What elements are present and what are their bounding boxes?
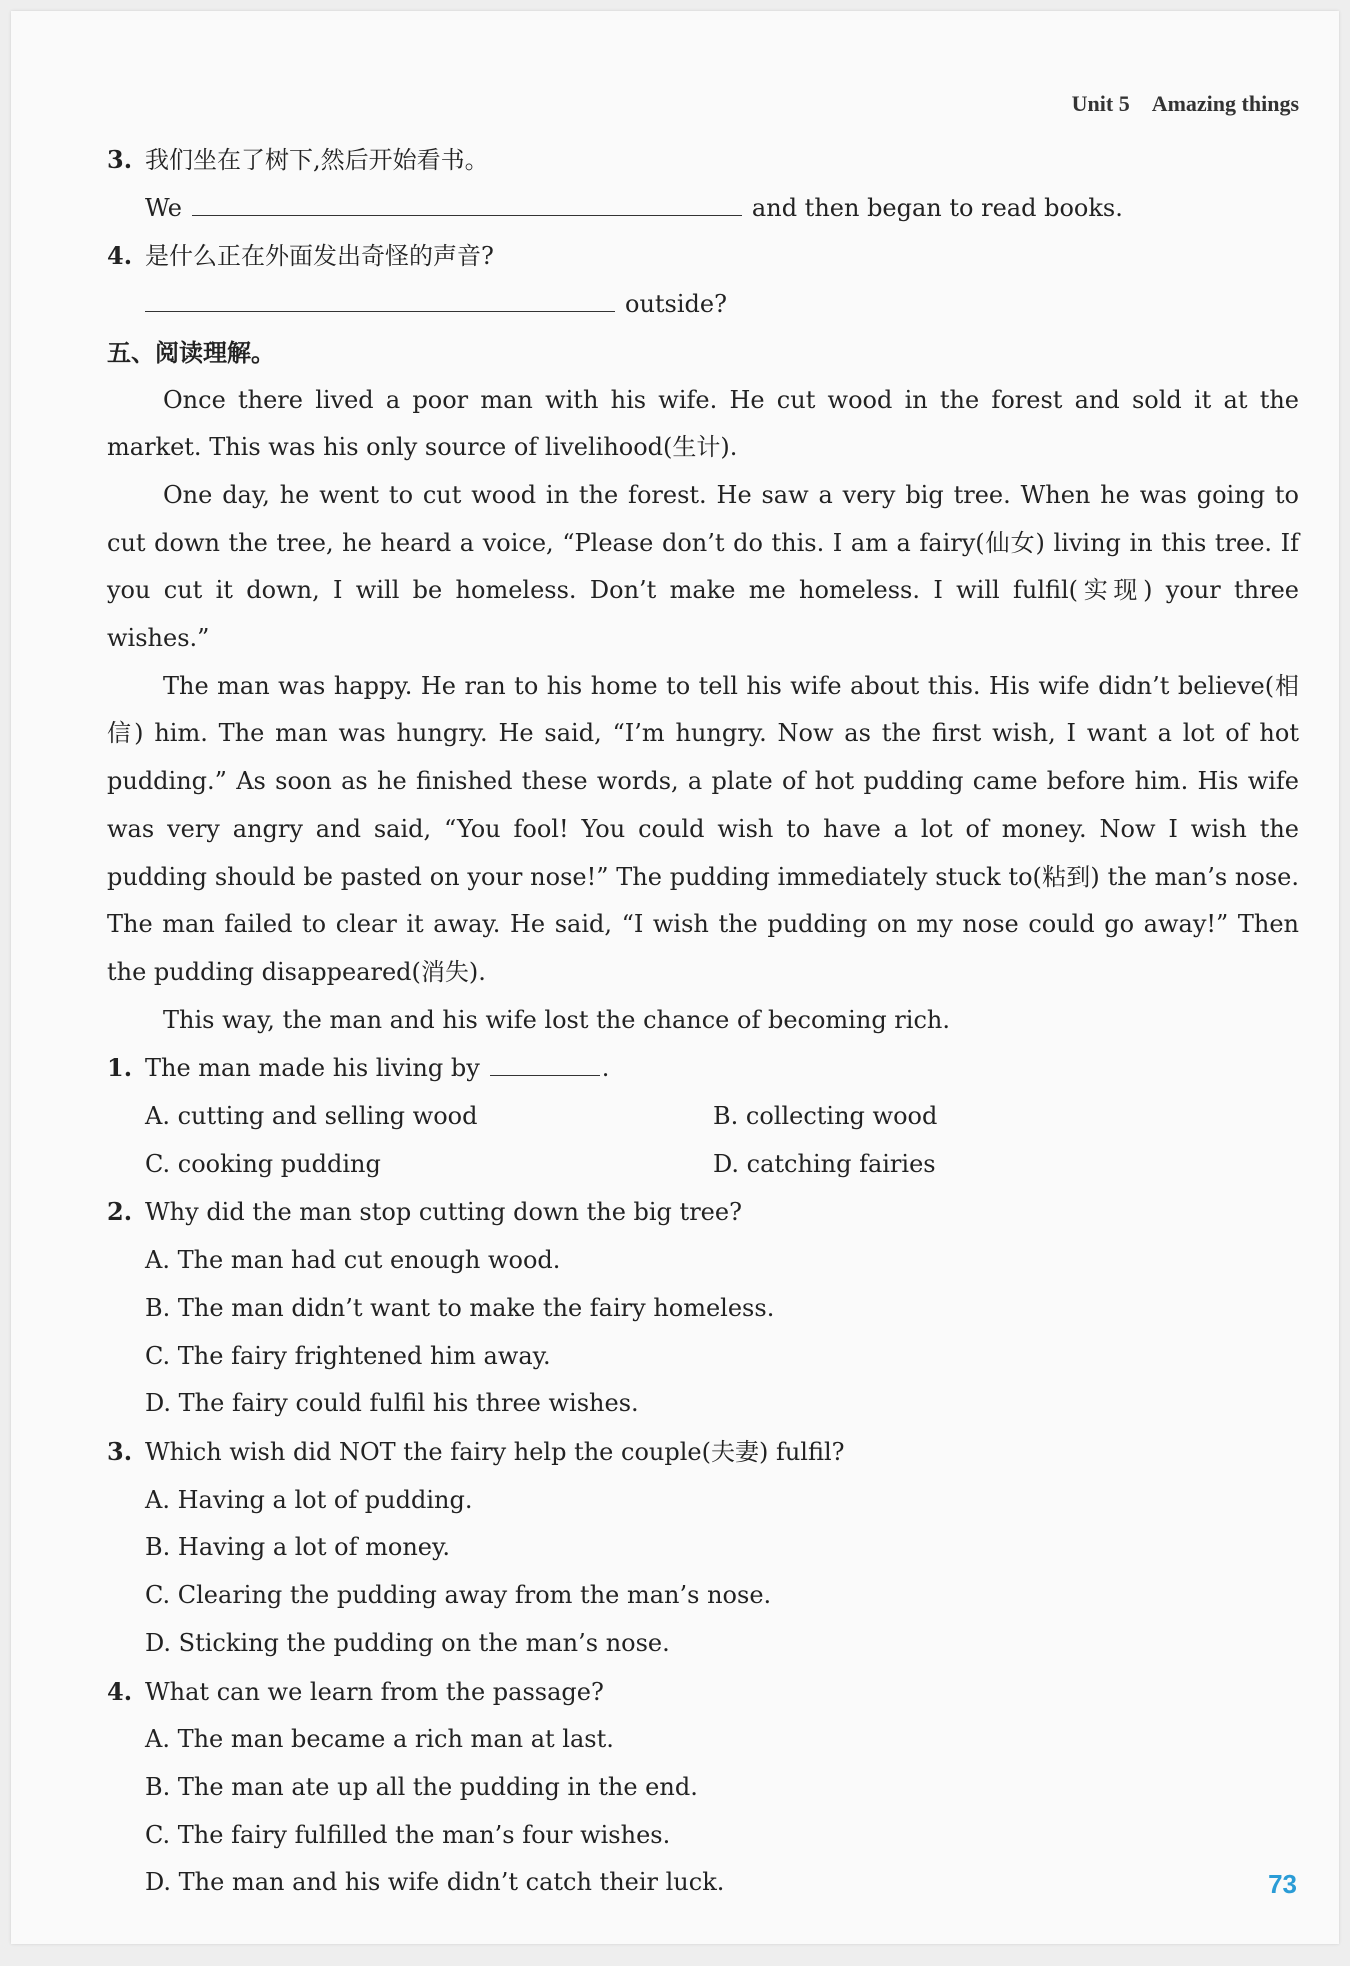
passage-paragraph-4: This way, the man and his wife lost the chance of becoming rich. <box>163 1005 950 1034</box>
question-stem: Which wish did NOT the fairy help the couple(夫妻) fulfil? <box>145 1437 845 1466</box>
passage-paragraph-3: The man was happy. He ran to his home to tell his wife about this. His wife didn’t believe(相信) him. The man was hungry. He said, “I’m hungry. Now as the first wish, I want a lot of hot pudding.” As soon as he finished these words, a plate of hot pudding came before him. His wife was very angry and said, “You fool! You could wish to have a lot of money. Now I wish the pudding should be pasted on your nose!” The pudding immediately stuck to(粘到) the man’s nose. The man failed to clear it away. He said, “I wish the pudding on my nose could go away!” Then the pudding disappeared(消失). <box>107 671 1299 986</box>
question-4 <box>107 1668 1299 1717</box>
page-number: 73 <box>1268 1869 1297 1899</box>
option-b[interactable]: B. Having a lot of money. <box>145 1533 450 1562</box>
option-d[interactable]: D. Sticking the pudding on the man’s nose. <box>145 1628 670 1657</box>
chinese-sentence: 我们坐在了树下,然后开始看书。 <box>145 146 489 174</box>
answer-blank[interactable] <box>145 281 615 312</box>
question-stem: The man made his living by <box>145 1054 480 1083</box>
option-d[interactable]: D. catching fairies <box>713 1149 936 1178</box>
unit-title: Amazing things <box>1151 91 1299 116</box>
translation-item-4 <box>107 232 1299 281</box>
unit-label: Unit 5 <box>1071 91 1130 116</box>
option-d[interactable]: D. The man and his wife didn’t catch their luck. <box>145 1868 725 1897</box>
passage-paragraph-1: Once there lived a poor man with his wife. He cut wood in the forest and sold it at the market. This was his only source of livelihood(生计). <box>107 385 1299 462</box>
option-a[interactable]: A. The man had cut enough wood. <box>145 1246 561 1275</box>
running-header <box>1072 91 1299 117</box>
answer-blank[interactable] <box>490 1045 600 1076</box>
option-c[interactable]: C. cooking pudding <box>145 1149 381 1178</box>
translation-answer-line-3 <box>107 185 1299 233</box>
option-a[interactable]: A. Having a lot of pudding. <box>145 1485 473 1514</box>
option-d[interactable]: D. The fairy could fulfil his three wishes. <box>145 1389 639 1418</box>
question-number: 3. <box>107 1436 133 1466</box>
translation-item-3 <box>107 136 1299 185</box>
page-body <box>107 136 1299 1907</box>
option-a[interactable]: A. cutting and selling wood <box>145 1102 478 1131</box>
question-1 <box>107 1044 1299 1093</box>
question-number: 1. <box>107 1053 133 1083</box>
section-title: 五、阅读理解。 <box>107 337 275 367</box>
answer-suffix: outside? <box>625 290 727 319</box>
option-c[interactable]: C. The fairy frightened him away. <box>145 1341 551 1370</box>
translation-answer-line-4 <box>107 281 1299 329</box>
worksheet-page <box>11 11 1339 1944</box>
answer-blank[interactable] <box>192 185 742 216</box>
option-c[interactable]: C. Clearing the pudding away from the man’s nose. <box>145 1581 772 1610</box>
options-row <box>107 1093 1299 1141</box>
options-row <box>107 1141 1299 1189</box>
answer-prefix: We <box>145 193 182 222</box>
option-a[interactable]: A. The man became a rich man at last. <box>145 1725 614 1754</box>
question-number: 2. <box>107 1197 133 1227</box>
option-b[interactable]: B. The man ate up all the pudding in the end. <box>145 1772 698 1801</box>
option-c[interactable]: C. The fairy fulfilled the man’s four wishes. <box>145 1820 671 1849</box>
question-3 <box>107 1428 1299 1477</box>
question-number: 4. <box>107 1676 133 1706</box>
question-2 <box>107 1188 1299 1237</box>
item-number: 3. <box>107 145 133 174</box>
chinese-sentence: 是什么正在外面发出奇怪的声音? <box>145 242 494 271</box>
option-b[interactable]: B. The man didn’t want to make the fairy homeless. <box>145 1293 775 1322</box>
question-stem-end: . <box>601 1054 610 1083</box>
question-stem: Why did the man stop cutting down the big tree? <box>145 1198 742 1227</box>
question-stem: What can we learn from the passage? <box>145 1677 604 1706</box>
passage-paragraph-2: One day, he went to cut wood in the forest. He saw a very big tree. When he was going to cut down the tree, he heard a voice, “Please don’t do this. I am a fairy(仙女) living in this tree. If you cut it down, I will be homeless. Don’t make me homeless. I will fulfil(实现) your three wishes.” <box>107 480 1299 653</box>
answer-suffix: and then began to read books. <box>751 193 1123 222</box>
option-b[interactable]: B. collecting wood <box>713 1102 938 1131</box>
item-number: 4. <box>107 241 133 271</box>
